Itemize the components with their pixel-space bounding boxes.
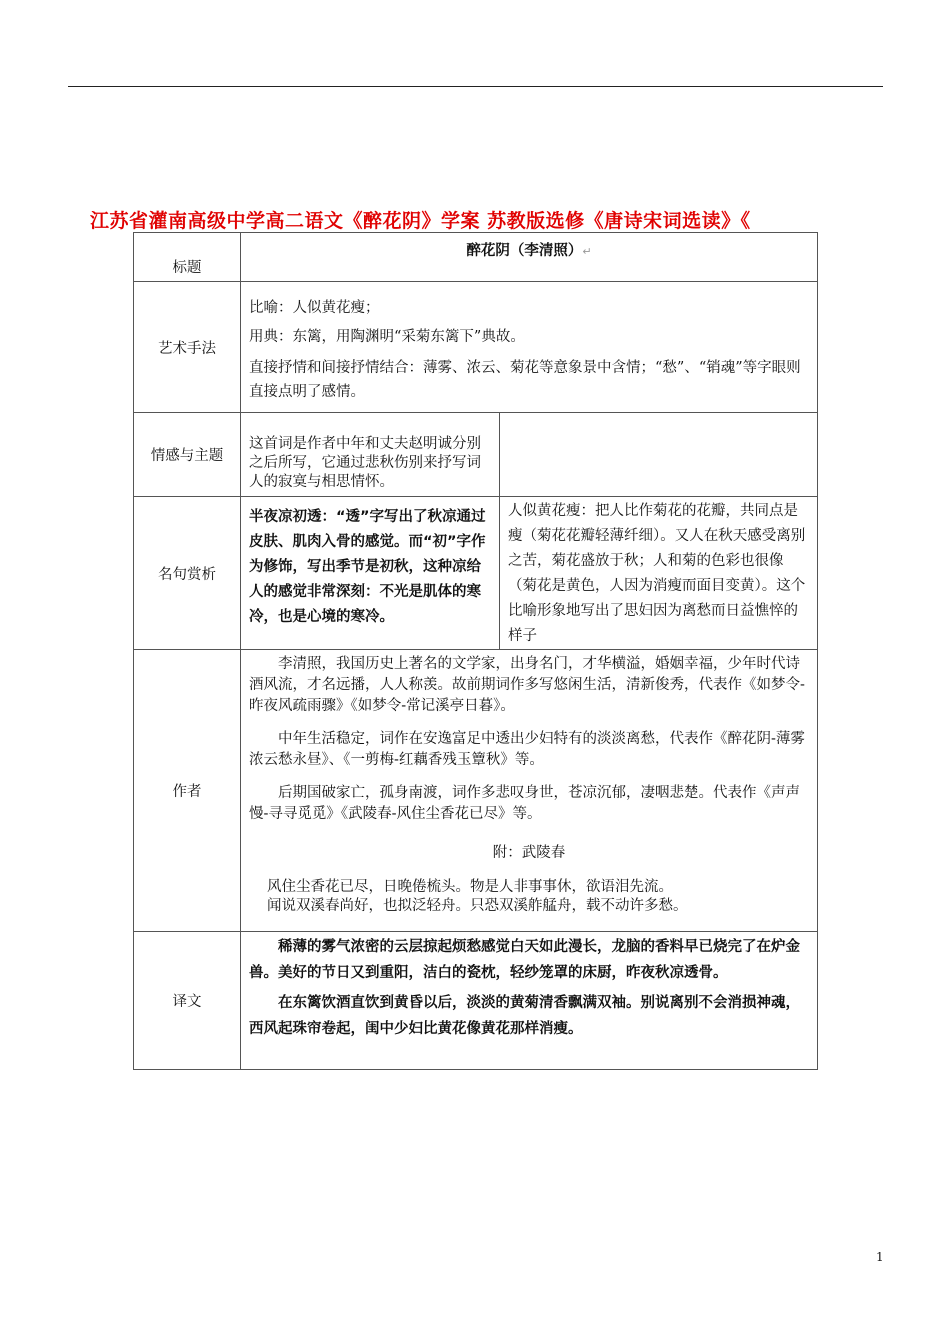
label-translation: 译文 — [134, 932, 241, 1070]
row-title — [134, 233, 818, 282]
famous-right-text: 人似黄花瘦：把人比作菊花的花瓣，共同点是瘦（菊花花瓣轻薄纤细）。又人在秋天感受离别之苦，菊花盛放于秋；人和菊的色彩也很像（菊花是黄色，人因为消瘦而面目变黄）。这个比喻形象地写出了思妇因为离愁而日益憔悴的样子 — [500, 497, 818, 650]
paragraph-mark-icon: ↵ — [582, 245, 592, 258]
art-line: 用典：东篱，用陶渊明“采菊东篱下”典故。 — [249, 329, 525, 345]
appendix-line: 风住尘香花已尽，日晚倦梳头。物是人非事事休，欲语泪先流。 — [267, 879, 673, 895]
emotion-text: 这首词是作者中年和丈夫赵明诚分别之后所写，它通过悲秋伤别来抒写词人的寂寞与相思情怀。 — [241, 413, 500, 497]
study-table — [133, 232, 818, 1070]
art-cell — [241, 282, 818, 413]
translation-cell — [241, 932, 818, 1070]
page-number: 1 — [876, 1250, 884, 1264]
document-title: 江苏省灌南高级中学高二语文《醉花阴》学案 苏教版选修《唐诗宋词选读》《 — [90, 210, 751, 232]
translation-paragraph: 在东篱饮酒直饮到黄昏以后，淡淡的黄菊清香飘满双袖。别说离别不会消损神魂，西风起珠帘卷起，闺中少妇比黄花像黄花那样消瘦。 — [249, 995, 800, 1037]
row-translation — [134, 932, 818, 1070]
label-famous: 名句赏析 — [134, 497, 241, 650]
emotion-empty-cell — [500, 413, 818, 497]
appendix-title: 附：武陵春 — [492, 845, 566, 861]
translation-paragraph: 稀薄的雾气浓密的云层掠起烦愁感觉白天如此漫长，龙脑的香料早已烧完了在炉金兽。美好的节日又到重阳，洁白的瓷枕，轻纱笼罩的床厨，昨夜秋凉透骨。 — [249, 939, 800, 981]
label-emotion: 情感与主题 — [134, 413, 241, 497]
row-art — [134, 282, 818, 413]
header-rule — [68, 86, 883, 87]
row-famous — [134, 497, 818, 650]
poem-title-cell — [241, 233, 818, 282]
author-paragraph: 中年生活稳定，词作在安逸富足中透出少妇特有的淡淡离愁，代表作《醉花阴-薄雾浓云愁永昼》、《一剪梅-红藕香残玉簟秋》等。 — [249, 731, 805, 768]
appendix-line: 闻说双溪春尚好，也拟泛轻舟。只恐双溪舴艋舟，载不动许多愁。 — [267, 898, 688, 914]
famous-left-text: 半夜凉初透：“透”字写出了秋凉通过皮肤、肌肉入骨的感觉。而“初”字作为修饰，写出季节是初秋，这种凉给人的感觉非常深刻：不光是肌体的寒冷，也是心境的寒冷。 — [241, 497, 500, 650]
art-line: 直接抒情和间接抒情结合：薄雾、浓云、菊花等意象景中含情；“愁”、“销魂”等字眼则直接点明了感情。 — [249, 360, 801, 400]
art-line: 比喻：人似黄花瘦； — [249, 300, 380, 316]
label-author: 作者 — [134, 650, 241, 932]
label-title: 标题 — [134, 233, 241, 282]
author-cell — [241, 650, 818, 932]
label-art: 艺术手法 — [134, 282, 241, 413]
poem-title: 醉花阴（李清照） — [466, 243, 583, 259]
author-paragraph: 后期国破家亡，孤身南渡，词作多悲叹身世，苍凉沉郁，凄咽悲楚。代表作《声声慢-寻寻觅觅》《武陵春-风住尘香花已尽》等。 — [249, 785, 800, 822]
author-paragraph: 李清照，我国历史上著名的文学家，出身名门，才华横溢，婚姻幸福，少年时代诗酒风流，才名远播，人人称羡。故前期词作多写悠闲生活，清新俊秀，代表作《如梦令-昨夜风疏雨骤》《如梦令-常记溪亭日暮》。 — [249, 656, 805, 714]
row-emotion — [134, 413, 818, 497]
row-author — [134, 650, 818, 932]
